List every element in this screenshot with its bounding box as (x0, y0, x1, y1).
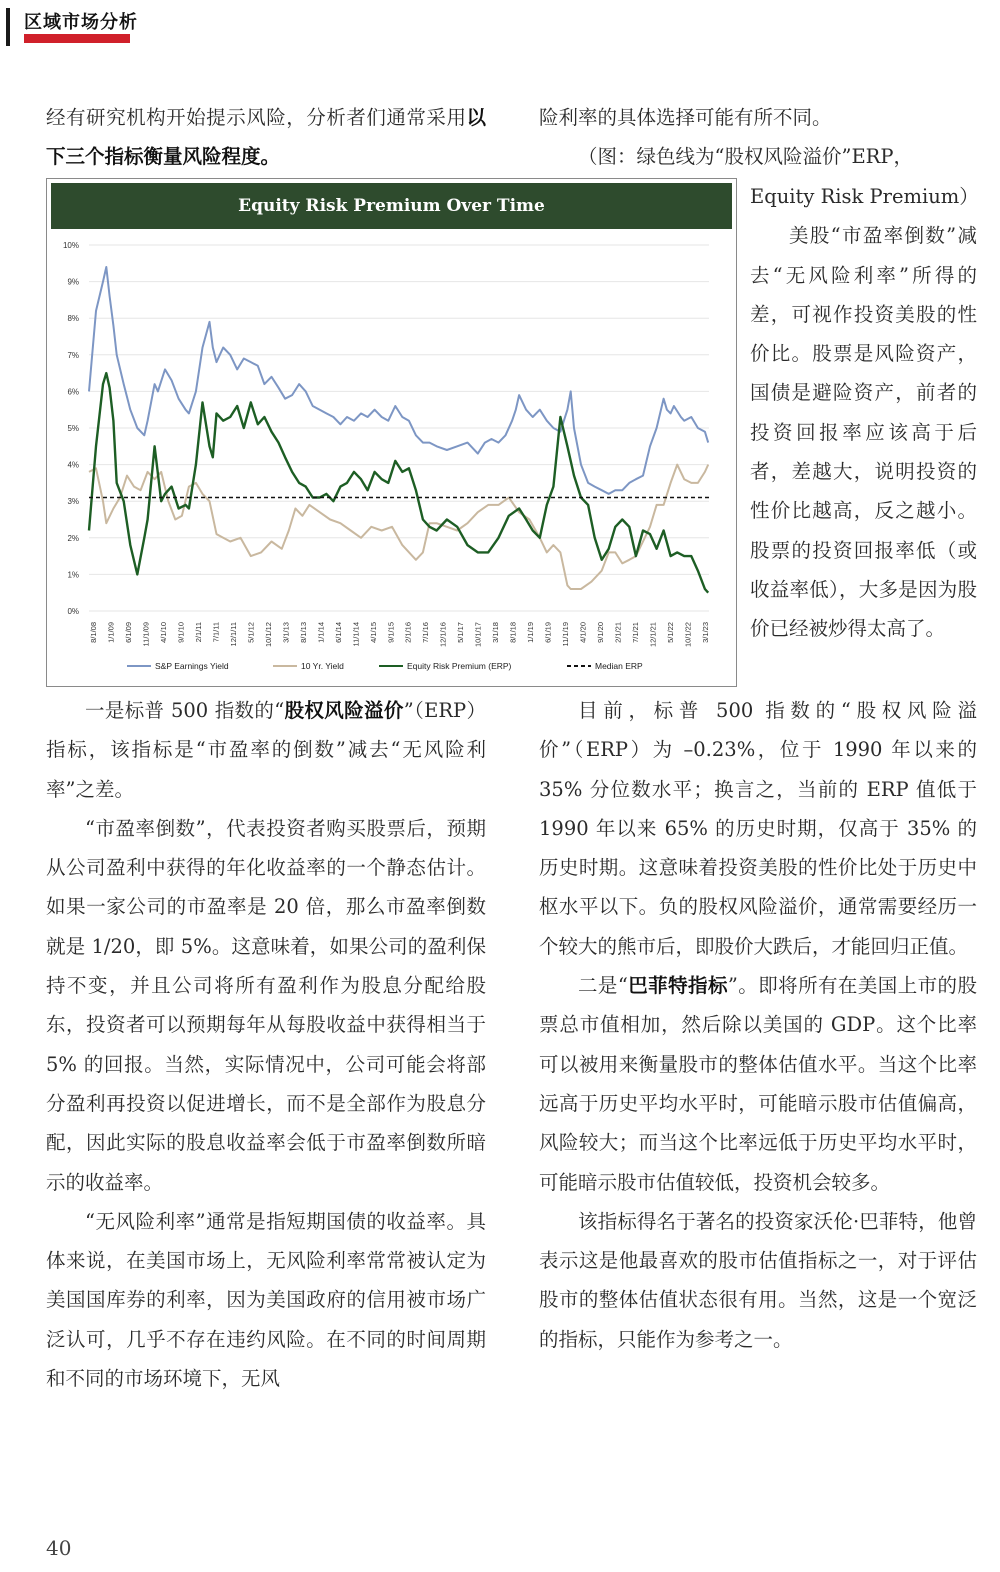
text-segment: ”。即将所有在美国上市的股票总市值相加，然后除以美国的 GDP。这个比率可以被用来衡量股市的整体估值水平。当这个比率远高于历史平均水平时，可能暗示股市估值偏高，风险较大；而当这个比率远低于历史平均水平时，可能暗示股市估值较低，投资机会较多。 (539, 974, 977, 1194)
right-paragraph-current-erp: 目前，标普 500 指数的“股权风险溢价”（ERP）为 –0.23%，位于 1990 年以来的 35% 分位数水平；换言之，当前的 ERP 值低于 1990 年以来 65% 的历史时期，仅高于 35% 的历史时期。这意味着投资美股的性价比处于历史中枢水平以下。负的股权风险溢价，通常需要经历一个较大的熊市后，即股价大跌后，才能回归正值。 (539, 699, 977, 958)
y-tick-label: 0% (67, 607, 79, 616)
left-top-text: 经有研究机构开始提示风险，分析者们通常采用 (46, 106, 467, 129)
y-tick-label: 7% (67, 350, 79, 360)
y-tick-label: 4% (67, 460, 79, 470)
x-tick-label: 9/1/20 (596, 622, 606, 643)
header-red-underline (24, 34, 130, 43)
x-tick-label: 5/1/22 (666, 622, 676, 643)
bold-term: 股权风险溢价 (284, 699, 404, 722)
figure-caption-line2: Equity Risk Premium） (750, 185, 979, 208)
left-top-paragraph (46, 98, 486, 177)
left-column-body (46, 691, 486, 1398)
legend-label: S&P Earnings Yield (155, 661, 229, 671)
left-column-top (46, 98, 486, 177)
x-tick-label: 3/1/18 (491, 622, 501, 643)
right-top-text: 险利率的具体选择可能有所不同。 (539, 106, 832, 129)
x-tick-label: 8/1/08 (89, 622, 98, 643)
x-tick-label: 10/1/12 (263, 622, 273, 648)
y-tick-label: 1% (67, 570, 79, 580)
x-tick-label: 12/1/16 (438, 622, 448, 648)
x-tick-label: 1/1/14 (316, 622, 326, 643)
x-tick-label: 12/1/21 (648, 622, 658, 648)
x-tick-label: 9/1/15 (386, 622, 396, 643)
legend-label: Equity Risk Premium (ERP) (407, 661, 512, 671)
left-paragraph-pe: “市盈率倒数”，代表投资者购买股票后，预期从公司盈利中获得的年化收益率的一个静态估计。如果一家公司的市盈率是 20 倍，那么市盈率倒数就是 1/20，即 5%。这意味着，如果公司的盈利保持不变，并且公司将所有盈利作为股息分配给股东，投资者可以预期每年从每股收益中获得相当于 5% 的回报。当然，实际情况中，公司可能会将部分盈利再投资以促进增长，而不是全部作为股息分配，因此实际的股息收益率会低于市盈率倒数所暗示的收益率。 (46, 816, 486, 1194)
x-tick-label: 11/1/09 (141, 622, 151, 647)
header-accent-bar (6, 8, 10, 46)
series-line-erp (89, 373, 708, 593)
series-line-earnings (89, 267, 708, 494)
figure-caption-line1: （图：绿色线为“股权风险溢价”ERP， (578, 145, 913, 169)
x-tick-label: 2/1/11 (193, 622, 203, 643)
x-tick-label: 10/1/17 (473, 622, 483, 648)
x-tick-label: 11/1/19 (561, 622, 571, 647)
x-tick-label: 6/1/14 (333, 622, 343, 643)
erp-chart (46, 178, 737, 687)
x-tick-label: 4/1/10 (158, 622, 168, 643)
x-tick-label: 7/1/21 (631, 622, 641, 643)
x-tick-label: 4/1/20 (578, 622, 588, 643)
bold-term: 巴菲特指标 (627, 974, 728, 998)
x-tick-label: 5/1/17 (456, 622, 466, 643)
x-tick-label: 4/1/15 (368, 622, 378, 643)
x-tick-label: 1/1/19 (526, 622, 536, 643)
section-title: 区域市场分析 (24, 12, 138, 33)
x-tick-label: 3/1/13 (281, 622, 291, 643)
x-tick-label: 9/1/10 (176, 622, 186, 643)
side-paragraph: 美股“市盈率倒数”减去“无风险利率”所得的差，可视作投资美股的性价比。股票是风险资产，国债是避险资产，前者的投资回报率应该高于后者，差越大，说明投资的性价比越高，反之越小。股票的投资回报率低（或收益率低），大多是因为股价已经被炒得太高了。 (750, 224, 977, 641)
right-column-body (539, 691, 977, 1359)
right-column-top (539, 98, 977, 177)
chart-plot-area (47, 229, 736, 686)
y-tick-label: 2% (67, 533, 79, 543)
x-tick-label: 2/1/21 (613, 622, 623, 643)
y-tick-label: 10% (62, 241, 79, 250)
x-tick-label: 6/1/19 (543, 622, 553, 643)
left-top-bold: 以下三个指标衡量风险程度。 (46, 106, 486, 169)
x-tick-label: 7/1/11 (211, 622, 221, 643)
x-tick-label: 5/1/12 (246, 622, 256, 643)
left-paragraph-erp (46, 691, 486, 809)
x-tick-label: 1/1/09 (106, 622, 116, 643)
text-segment: 二是“ (578, 974, 628, 998)
x-tick-label: 8/1/18 (508, 622, 518, 643)
x-tick-label: 12/1/11 (228, 622, 238, 647)
x-tick-label: 8/1/13 (298, 622, 308, 643)
chart-title: Equity Risk Premium Over Time (51, 183, 732, 229)
left-paragraph-riskfree: “无风险利率”通常是指短期国债的收益率。具体来说，在美国市场上，无风险利率常常被认定为美国国库券的利率，因为美国政府的信用被市场广泛认可，几乎不存在违约风险。在不同的时间周期和不同的市场环境下，无风 (46, 1209, 486, 1391)
legend-label: 10 Yr. Yield (301, 661, 344, 671)
y-tick-label: 9% (67, 277, 79, 287)
x-tick-label: 3/1/23 (701, 622, 710, 643)
y-tick-label: 3% (67, 497, 79, 507)
text-segment: 一是标普 500 指数的“ (85, 699, 285, 722)
right-column-side (750, 177, 977, 649)
y-tick-label: 6% (67, 387, 79, 397)
text-segment: ”（ERP）指标，该指标是“市盈率的倒数”减去“无风险利率”之差。 (46, 699, 486, 801)
legend-label: Median ERP (595, 661, 643, 671)
right-paragraph-buffett-origin: 该指标得名于著名的投资家沃伦·巴菲特，他曾表示这是他最喜欢的股市估值指标之一，对于评估股市的整体估值状态很有用。当然，这是一个宽泛的指标，只能作为参考之一。 (539, 1209, 977, 1351)
y-tick-label: 5% (67, 424, 79, 433)
x-tick-label: 10/1/22 (683, 622, 693, 648)
x-tick-label: 2/1/16 (403, 622, 413, 643)
x-tick-label: 6/1/09 (123, 622, 133, 643)
y-tick-label: 8% (67, 314, 79, 324)
x-tick-label: 11/1/14 (351, 622, 361, 647)
right-paragraph-buffett (539, 966, 977, 1202)
x-tick-label: 7/1/16 (421, 622, 431, 643)
page-number: 40 (46, 1536, 72, 1560)
